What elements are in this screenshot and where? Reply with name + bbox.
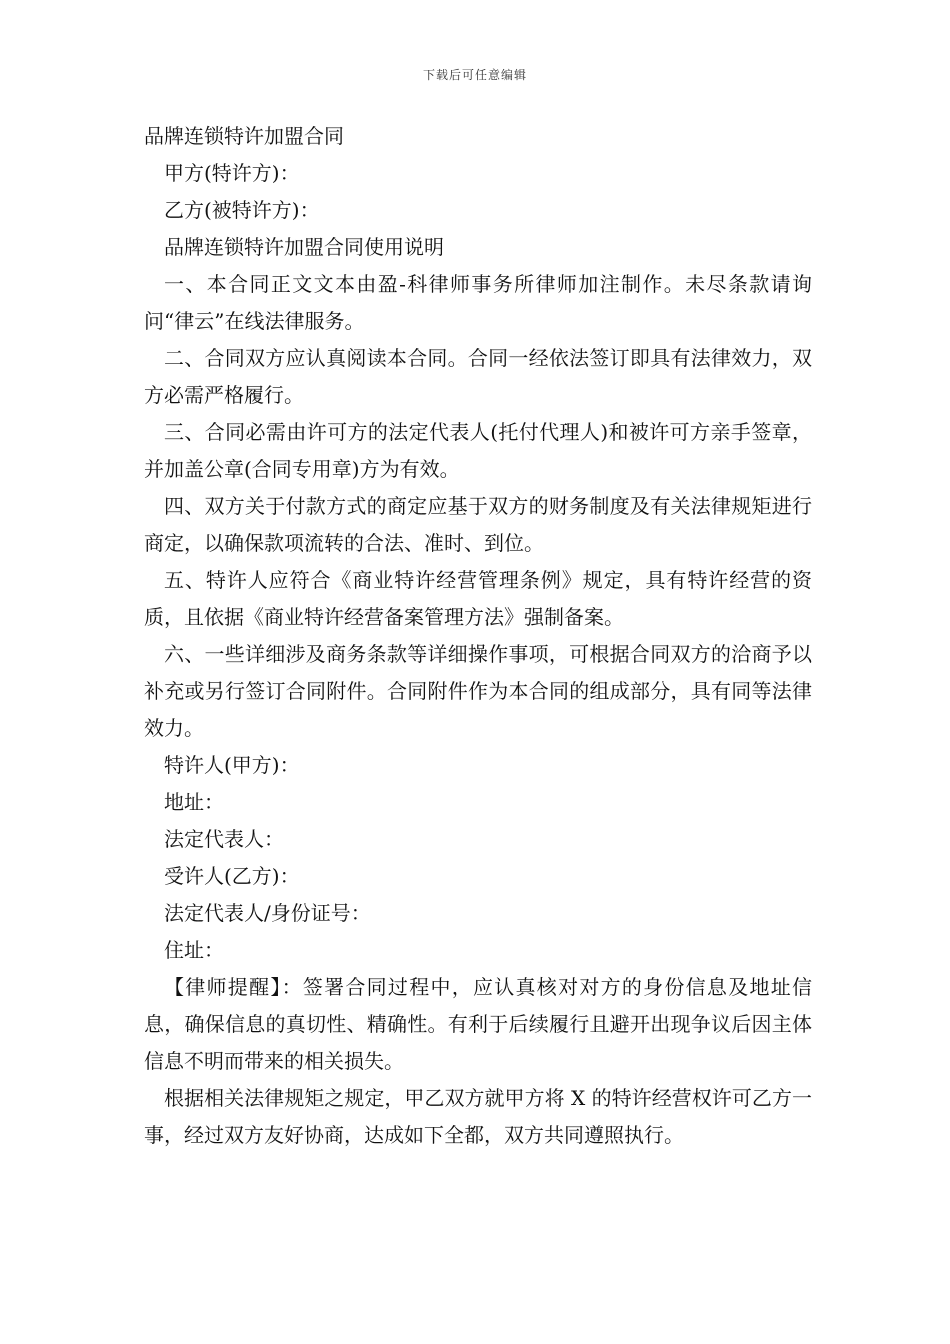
field-residence: 住址： (164, 938, 224, 962)
party-a-label: 甲方(特许方)： (164, 161, 300, 185)
field-legal-rep: 法定代表人： (164, 827, 284, 851)
instruction-item-6: 六、一些详细涉及商务条款等详细操作事项，可根据合同双方的洽商予以补充或另行签订合同附件。合同附件作为本合同的组成部分，具有同等法律效力。 (144, 642, 812, 740)
instruction-item-3: 三、合同必需由许可方的法定代表人(托付代理人)和被许可方亲手签章，并加盖公章(合同专用章)方为有效。 (144, 420, 812, 481)
instructions-title: 品牌连锁特许加盟合同使用说明 (164, 235, 444, 259)
party-b-label: 乙方(被特许方)： (164, 198, 320, 222)
field-legal-rep-id: 法定代表人/身份证号： (164, 901, 371, 925)
document-body (144, 118, 812, 1154)
instruction-item-2: 二、合同双方应认真阅读本合同。合同一经依法签订即具有法律效力，双方必需严格履行。 (144, 346, 812, 407)
lawyer-tip: 【律师提醒】：签署合同过程中，应认真核对对方的身份信息及地址信息，确保信息的真切性、精确性。有利于后续履行且避开出现争议后因主体信息不明而带来的相关损失。 (144, 975, 812, 1073)
instruction-item-4: 四、双方关于付款方式的商定应基于双方的财务制度及有关法律规矩进行商定，以确保款项流转的合法、准时、到位。 (144, 494, 812, 555)
field-franchisee: 受许人(乙方)： (164, 864, 300, 888)
instruction-item-1: 一、本合同正文文本由盈-科律师事务所律师加注制作。未尽条款请询问“律云”在线法律服务。 (144, 272, 812, 333)
field-franchisor: 特许人(甲方)： (164, 753, 300, 777)
field-address: 地址： (164, 790, 224, 814)
closing-paragraph: 根据相关法律规矩之规定，甲乙双方就甲方将 X 的特许经营权许可乙方一事，经过双方友好协商，达成如下全都，双方共同遵照执行。 (144, 1086, 812, 1147)
document-title: 品牌连锁特许加盟合同 (144, 124, 344, 148)
header-note: 下载后可任意编辑 (422, 68, 527, 82)
instruction-item-5: 五、特许人应符合《商业特许经营管理条例》规定，具有特许经营的资质，且依据《商业特许经营备案管理方法》强制备案。 (144, 568, 812, 629)
